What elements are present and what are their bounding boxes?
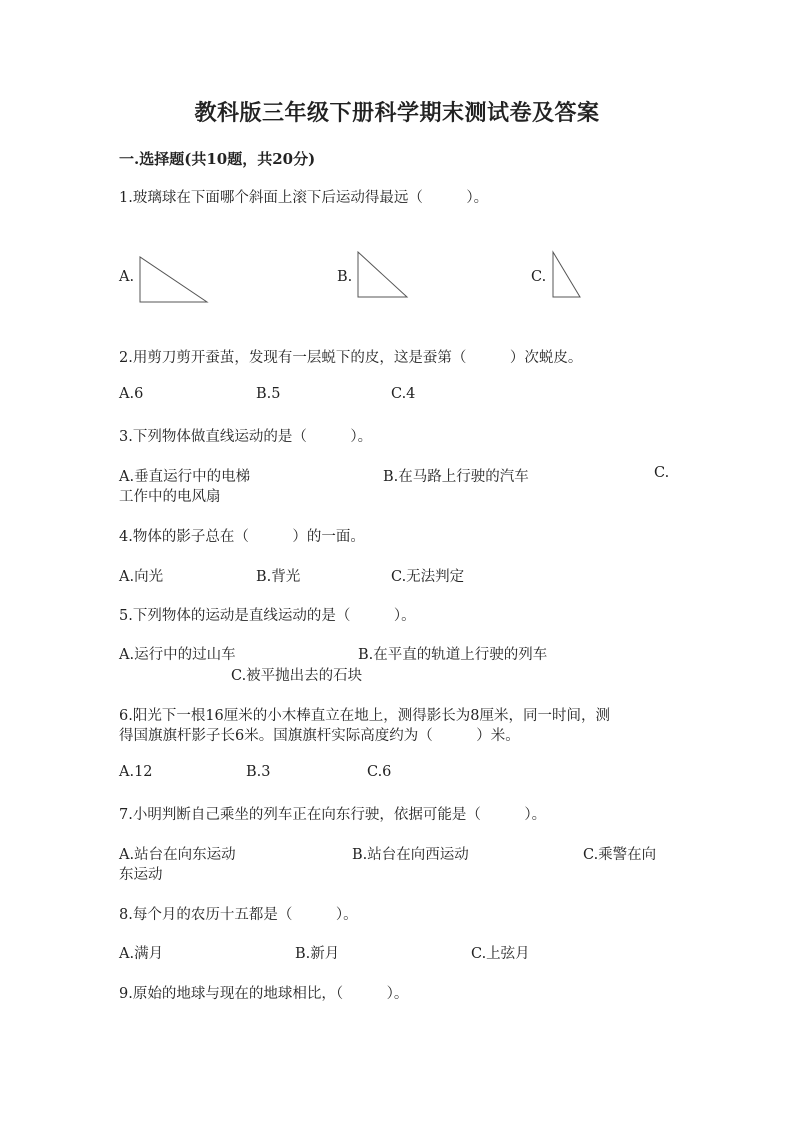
q2-option-b: B.5 [256, 386, 281, 402]
question-6-line-2: 得国旗旗杆影子长6米。国旗旗杆实际高度约为（ ）米。 [119, 728, 520, 744]
question-5: 5.下列物体的运动是直线运动的是（ ）。 [119, 608, 416, 624]
q6-option-b: B.3 [246, 764, 271, 780]
q6-option-a: A.12 [119, 764, 153, 780]
question-1: 1.玻璃球在下面哪个斜面上滚下后运动得最远（ ）。 [119, 190, 489, 206]
q2-option-a: A.6 [119, 386, 144, 402]
q8-option-a: A.满月 [119, 946, 164, 962]
question-4: 4.物体的影子总在（ ）的一面。 [119, 529, 365, 545]
q3-option-c: C. [654, 465, 670, 481]
q3-option-a: A.垂直运行中的电梯 [119, 469, 251, 485]
question-2: 2.用剪刀剪开蚕茧，发现有一层蜕下的皮，这是蚕第（ ）次蜕皮。 [119, 350, 583, 366]
q5-option-a: A.运行中的过山车 [119, 647, 236, 663]
q1-option-c-label: C. [531, 269, 547, 285]
q3-option-b: B.在马路上行驶的汽车 [383, 469, 529, 485]
q1-option-c-slope [552, 251, 582, 299]
q1-option-a-label: A. [119, 269, 135, 285]
q7-option-c-continued: 东运动 [119, 867, 163, 883]
q4-option-b: B.背光 [256, 569, 301, 585]
q8-option-c: C.上弦月 [471, 946, 530, 962]
q1-option-b-slope [357, 251, 409, 299]
q5-option-b: B.在平直的轨道上行驶的列车 [358, 647, 548, 663]
q7-option-a: A.站台在向东运动 [119, 847, 236, 863]
q2-option-c: C.4 [391, 386, 416, 402]
page-title: 教科版三年级下册科学期末测试卷及答案 [194, 100, 600, 126]
question-8: 8.每个月的农历十五都是（ ）。 [119, 907, 358, 923]
q5-option-c: C.被平抛出去的石块 [231, 668, 363, 684]
q8-option-b: B.新月 [295, 946, 340, 962]
q4-option-a: A.向光 [119, 569, 164, 585]
q6-option-c: C.6 [367, 764, 392, 780]
question-9: 9.原始的地球与现在的地球相比，（ ）。 [119, 986, 409, 1002]
question-6-line-1: 6.阳光下一根16厘米的小木棒直立在地上，测得影长为8厘米，同一时间，测 [119, 708, 611, 724]
q1-option-b-label: B. [337, 269, 353, 285]
question-7: 7.小明判断自己乘坐的列车正在向东行驶，依据可能是（ ）。 [119, 807, 547, 823]
q1-option-a-slope [139, 256, 209, 304]
q4-option-c: C.无法判定 [391, 569, 465, 585]
q7-option-b: B.站台在向西运动 [352, 847, 469, 863]
q3-option-c-continued: 工作中的电风扇 [119, 489, 221, 505]
q7-option-c: C.乘警在向 [583, 847, 657, 863]
question-3: 3.下列物体做直线运动的是（ ）。 [119, 429, 373, 445]
section-heading: 一.选择题(共10题，共20分) [119, 150, 316, 168]
